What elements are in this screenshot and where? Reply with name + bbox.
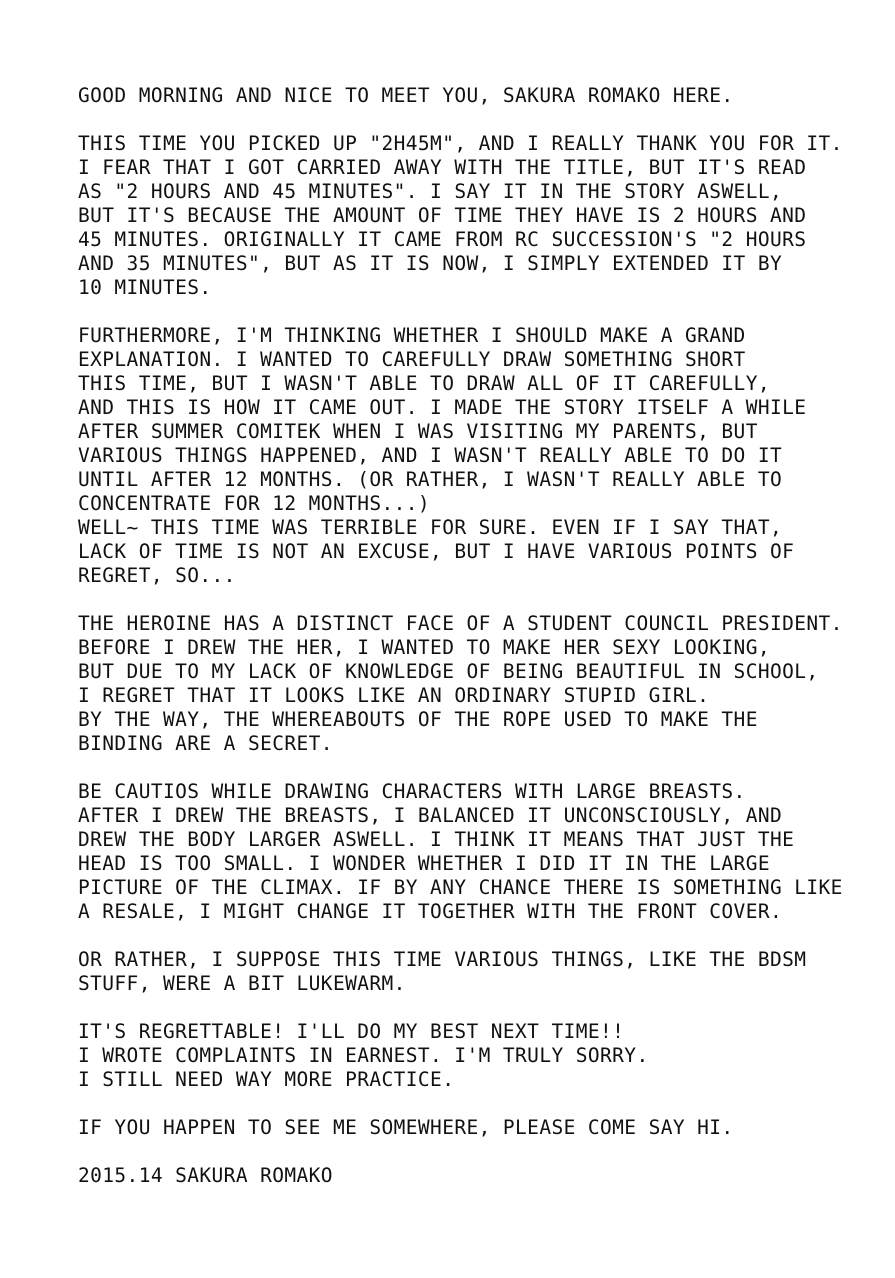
text-line: THIS TIME, BUT I WASN'T ABLE TO DRAW ALL OF IT CAREFULLY,	[78, 372, 770, 395]
paragraph	[78, 1020, 868, 1092]
text-line: VARIOUS THINGS HAPPENED, AND I WASN'T REALLY ABLE TO DO IT	[78, 444, 783, 467]
text-line: IF YOU HAPPEN TO SEE ME SOMEWHERE, PLEASE COME SAY HI.	[78, 1116, 734, 1139]
text-line: LACK OF TIME IS NOT AN EXCUSE, BUT I HAVE VARIOUS POINTS OF	[78, 540, 795, 563]
text-line: 10 MINUTES.	[78, 276, 212, 299]
text-line: I WROTE COMPLAINTS IN EARNEST. I'M TRULY SORRY.	[78, 1044, 649, 1067]
paragraph	[78, 780, 868, 924]
text-line: BUT DUE TO MY LACK OF KNOWLEDGE OF BEING BEAUTIFUL IN SCHOOL,	[78, 660, 819, 683]
text-line: STUFF, WERE A BIT LUKEWARM.	[78, 972, 406, 995]
text-line: REGRET, SO...	[78, 564, 236, 587]
text-line: UNTIL AFTER 12 MONTHS. (OR RATHER, I WASN'T REALLY ABLE TO	[78, 468, 783, 491]
text-line: BUT IT'S BECAUSE THE AMOUNT OF TIME THEY HAVE IS 2 HOURS AND	[78, 204, 807, 227]
text-line: I FEAR THAT I GOT CARRIED AWAY WITH THE TITLE, BUT IT'S READ	[78, 156, 807, 179]
text-line: AS "2 HOURS AND 45 MINUTES". I SAY IT IN THE STORY ASWELL,	[78, 180, 783, 203]
text-line: BY THE WAY, THE WHEREABOUTS OF THE ROPE USED TO MAKE THE	[78, 708, 758, 731]
text-line: I STILL NEED WAY MORE PRACTICE.	[78, 1068, 455, 1091]
text-line: OR RATHER, I SUPPOSE THIS TIME VARIOUS THINGS, LIKE THE BDSM	[78, 948, 807, 971]
text-line: THIS TIME YOU PICKED UP "2H45M", AND I REALLY THANK YOU FOR IT.	[78, 132, 843, 155]
signature: 2015.14 SAKURA ROMAKO	[78, 1164, 333, 1187]
text-line: WELL~ THIS TIME WAS TERRIBLE FOR SURE. EVEN IF I SAY THAT,	[78, 516, 783, 539]
text-line: BEFORE I DREW THE HER, I WANTED TO MAKE HER SEXY LOOKING,	[78, 636, 770, 659]
text-line: CONCENTRATE FOR 12 MONTHS...)	[78, 492, 431, 515]
text-line: AFTER I DREW THE BREASTS, I BALANCED IT UNCONSCIOUSLY, AND	[78, 804, 783, 827]
text-line: AND 35 MINUTES", BUT AS IT IS NOW, I SIMPLY EXTENDED IT BY	[78, 252, 783, 275]
paragraph	[78, 132, 868, 300]
paragraph	[78, 612, 868, 756]
text-line: BE CAUTIOS WHILE DRAWING CHARACTERS WITH LARGE BREASTS.	[78, 780, 746, 803]
paragraph	[78, 324, 868, 588]
text-line: DREW THE BODY LARGER ASWELL. I THINK IT MEANS THAT JUST THE	[78, 828, 795, 851]
text-line: EXPLANATION. I WANTED TO CAREFULLY DRAW SOMETHING SHORT	[78, 348, 746, 371]
text-line: THE HEROINE HAS A DISTINCT FACE OF A STUDENT COUNCIL PRESIDENT.	[78, 612, 843, 635]
text-line: IT'S REGRETTABLE! I'LL DO MY BEST NEXT TIME!!	[78, 1020, 625, 1043]
text-line: HEAD IS TOO SMALL. I WONDER WHETHER I DID IT IN THE LARGE	[78, 852, 770, 875]
text-line: A RESALE, I MIGHT CHANGE IT TOGETHER WITH THE FRONT COVER.	[78, 900, 783, 923]
text-line: FURTHERMORE, I'M THINKING WHETHER I SHOULD MAKE A GRAND	[78, 324, 746, 347]
text-line: AFTER SUMMER COMITEK WHEN I WAS VISITING MY PARENTS, BUT	[78, 420, 758, 443]
text-line: GOOD MORNING AND NICE TO MEET YOU, SAKURA ROMAKO HERE.	[78, 84, 734, 107]
text-line: AND THIS IS HOW IT CAME OUT. I MADE THE STORY ITSELF A WHILE	[78, 396, 807, 419]
text-line: BINDING ARE A SECRET.	[78, 732, 333, 755]
afterword-body	[78, 84, 868, 1140]
paragraph	[78, 948, 868, 996]
paragraph	[78, 84, 868, 108]
paragraph	[78, 1116, 868, 1140]
afterword-page	[78, 84, 868, 1188]
text-line: PICTURE OF THE CLIMAX. IF BY ANY CHANCE THERE IS SOMETHING LIKE	[78, 876, 843, 899]
text-line: I REGRET THAT IT LOOKS LIKE AN ORDINARY STUPID GIRL.	[78, 684, 710, 707]
text-line: 45 MINUTES. ORIGINALLY IT CAME FROM RC SUCCESSION'S "2 HOURS	[78, 228, 807, 251]
